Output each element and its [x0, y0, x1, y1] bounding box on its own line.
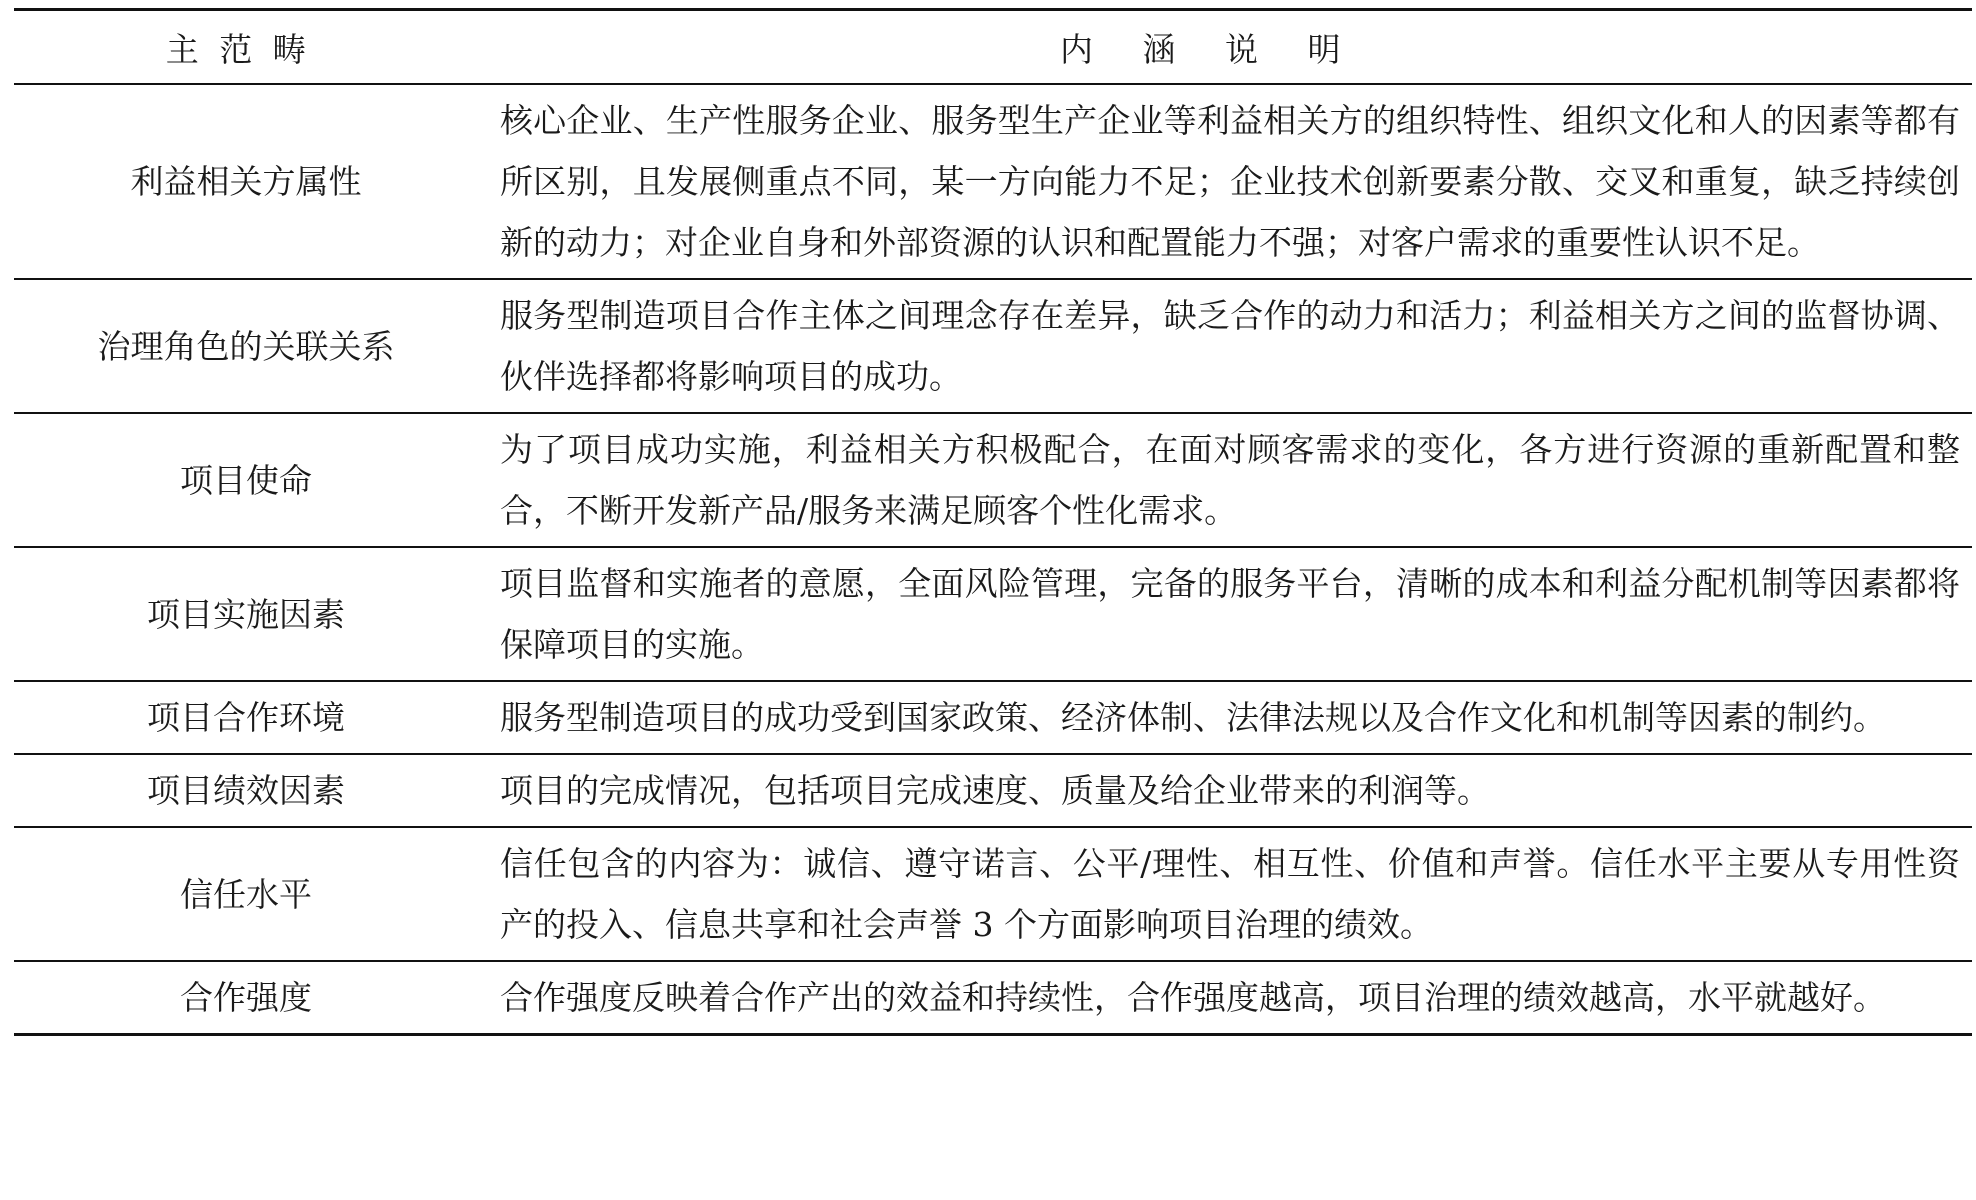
row-description: 核心企业、生产性服务企业、服务型生产企业等利益相关方的组织特性、组织文化和人的因素等都有所区别，且发展侧重点不同，某一方向能力不足；企业技术创新要素分散、交叉和重复，缺乏持续创新的动力；对企业自身和外部资源的认识和配置能力不强；对客户需求的重要性认识不足。	[500, 101, 1960, 262]
row-description: 项目监督和实施者的意愿，全面风险管理，完备的服务平台，清晰的成本和利益分配机制等因素都将保障项目的实施。	[500, 564, 1960, 664]
table-row	[14, 961, 1972, 1035]
row-category: 项目绩效因素	[147, 771, 345, 810]
row-category: 合作强度	[180, 978, 312, 1017]
row-category: 信任水平	[180, 874, 312, 914]
table-row	[14, 681, 1972, 754]
header-description: 内涵说明	[1060, 29, 1390, 69]
header-category: 主范畴	[165, 29, 327, 69]
row-description: 信任包含的内容为：诚信、遵守诺言、公平/理性、相互性、价值和声誉。信任水平主要从专用性资产的投入、信息共享和社会声誉 3 个方面影响项目治理的绩效。	[500, 844, 1960, 944]
row-category: 治理角色的关联关系	[97, 326, 395, 366]
category-table-wrapper	[14, 8, 1972, 1036]
row-category: 项目合作环境	[147, 698, 345, 737]
row-category: 利益相关方属性	[130, 162, 362, 201]
row-description: 服务型制造项目的成功受到国家政策、经济体制、法律法规以及合作文化和机制等因素的制约。	[500, 698, 1886, 737]
row-category: 项目使命	[180, 460, 312, 500]
row-description: 服务型制造项目合作主体之间理念存在差异，缺乏合作的动力和活力；利益相关方之间的监督协调、伙伴选择都将影响项目的成功。	[500, 296, 1960, 396]
table-row	[14, 827, 1972, 961]
table-row	[14, 84, 1972, 279]
row-description: 合作强度反映着合作产出的效益和持续性，合作强度越高，项目治理的绩效越高，水平就越好。	[500, 978, 1886, 1017]
table-row	[14, 547, 1972, 681]
header-row	[14, 10, 1972, 85]
row-description: 为了项目成功实施，利益相关方积极配合，在面对顾客需求的变化，各方进行资源的重新配置和整合，不断开发新产品/服务来满足顾客个性化需求。	[500, 430, 1960, 530]
table-row	[14, 754, 1972, 827]
table-row	[14, 413, 1972, 547]
table-header	[14, 10, 1972, 85]
table-row	[14, 279, 1972, 413]
table-body	[14, 84, 1972, 1035]
row-description: 项目的完成情况，包括项目完成速度、质量及给企业带来的利润等。	[500, 771, 1490, 810]
category-table	[14, 8, 1972, 1036]
row-category: 项目实施因素	[147, 594, 345, 634]
